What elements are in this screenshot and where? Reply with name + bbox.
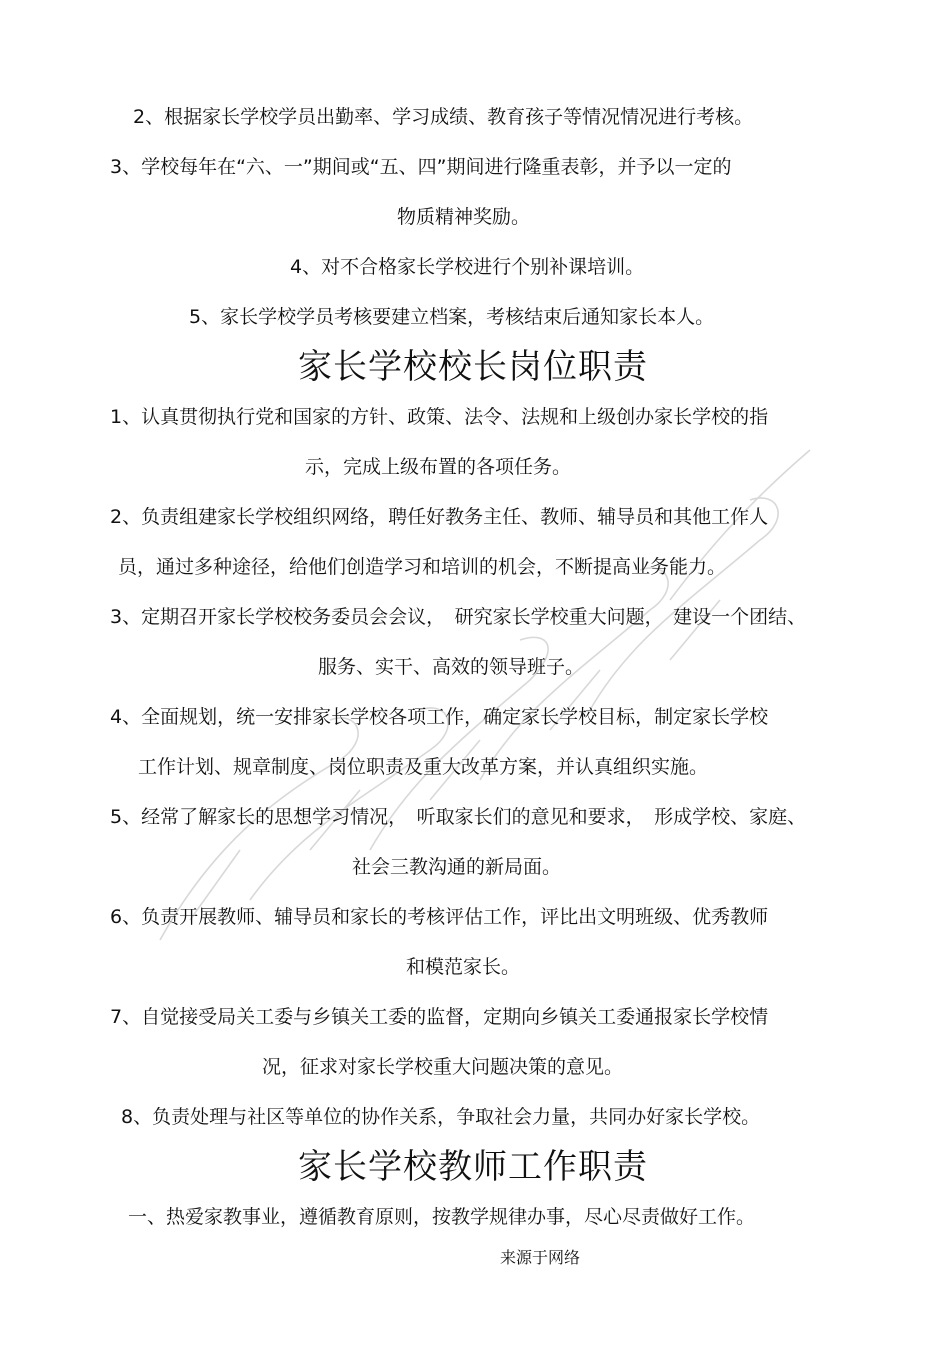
assessment-item-4: 4、对不合格家长学校进行个别补课培训。 — [290, 256, 645, 278]
principal-duty-line: 服务、实干、高效的领导班子。 — [318, 656, 585, 678]
teacher-duties-heading: 家长学校教师工作职责 — [298, 1147, 648, 1187]
principal-duty-line: 6、负责开展教师、辅导员和家长的考核评估工作，评比出文明班级、优秀教师 — [110, 906, 769, 928]
principal-duty-line: 社会三教沟通的新局面。 — [352, 856, 562, 878]
principal-duty-line: 示，完成上级布置的各项任务。 — [305, 456, 572, 478]
principal-duty-line: 员，通过多种途径，给他们创造学习和培训的机会，不断提高业务能力。 — [118, 556, 727, 578]
principal-duty-line: 7、自觉接受局关工委与乡镇关工委的监督，定期向乡镇关工委通报家长学校情 — [110, 1006, 769, 1028]
assessment-item-3: 3、学校每年在“六、一”期间或“五、四”期间进行隆重表彰，并予以一定的 — [110, 156, 732, 178]
principal-duty-line: 和模范家长。 — [406, 956, 521, 978]
principal-duty-line: 5、经常了解家长的思想学习情况， 听取家长们的意见和要求， 形成学校、家庭、 — [110, 806, 807, 828]
assessment-item-3-continued: 物质精神奖励。 — [397, 206, 531, 228]
principal-duty-line: 4、全面规划，统一安排家长学校各项工作，确定家长学校目标，制定家长学校 — [110, 706, 769, 728]
source-footer: 来源于网络 — [500, 1248, 581, 1267]
principal-duty-line: 8、负责处理与社区等单位的协作关系，争取社会力量，共同办好家长学校。 — [121, 1106, 761, 1128]
principal-duties-heading: 家长学校校长岗位职责 — [298, 347, 648, 387]
principal-duty-line: 3、定期召开家长学校校务委员会会议， 研究家长学校重大问题， 建设一个团结、 — [110, 606, 807, 628]
principal-duty-line: 工作计划、规章制度、岗位职责及重大改革方案，并认真组织实施。 — [138, 756, 709, 778]
principal-duty-line: 况，征求对家长学校重大问题决策的意见。 — [262, 1056, 624, 1078]
assessment-item-5: 5、家长学校学员考核要建立档案，考核结束后通知家长本人。 — [189, 306, 715, 328]
teacher-duty-line: 一、热爱家教事业，遵循教育原则，按教学规律办事，尽心尽责做好工作。 — [128, 1206, 756, 1228]
principal-duty-line: 1、认真贯彻执行党和国家的方针、政策、法令、法规和上级创办家长学校的指 — [110, 406, 769, 428]
assessment-item-2: 2、根据家长学校学员出勤率、学习成绩、教育孩子等情况情况进行考核。 — [133, 106, 754, 128]
principal-duty-line: 2、负责组建家长学校组织网络，聘任好教务主任、教师、辅导员和其他工作人 — [110, 506, 769, 528]
